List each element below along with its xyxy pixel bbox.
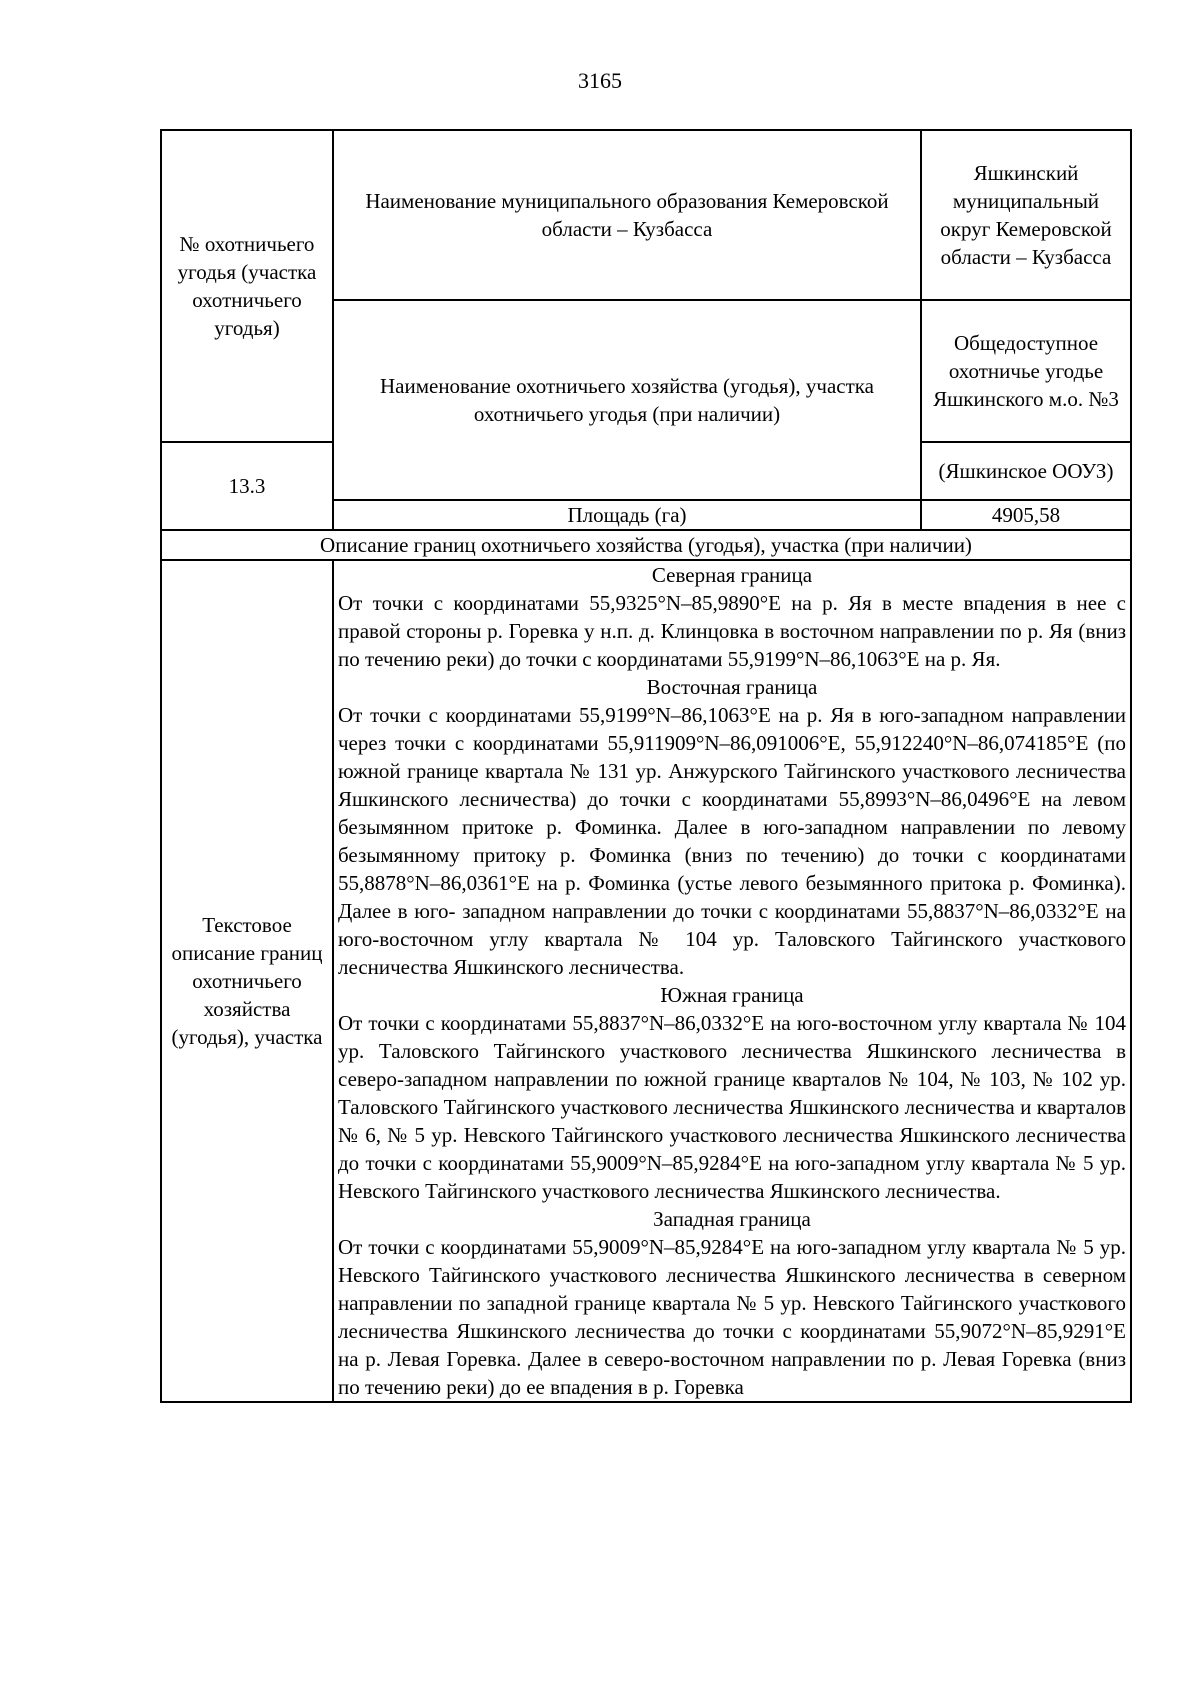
hunting-name-value-cell: [921, 300, 1131, 442]
south-boundary-title: Южная граница: [660, 983, 804, 1007]
description-text-cell: [333, 560, 1131, 1402]
east-boundary-title: Восточная граница: [646, 675, 818, 699]
number-value-cell: [161, 442, 333, 530]
municipality-value: Яшкинский муниципальный округ Кемеровской области – Кузбасса: [940, 161, 1112, 269]
area-value: 4905,58: [991, 503, 1061, 527]
hunting-name-value: Общедоступное охотничье угодье Яшкинского м.о. №3: [933, 331, 1119, 411]
number-label: № охотничьего угодья (участка охотничьего угодья): [177, 232, 317, 340]
hunting-name-short-cell: [921, 442, 1131, 500]
hunting-name-short: (Яшкинское ООУЗ): [938, 459, 1114, 483]
description-label-cell: [161, 560, 333, 1402]
south-boundary-text: От точки с координатами 55,8837°N–86,0332°E на юго-восточном углу квартала № 104 ур. Таловского Тайгинского участкового лесничества Яшкинского лесничества в северо-западном направлении по южной границе кварталов № 104, № 103, № 102 ур. Таловского Тайгинского участкового лесничества Яшкинского лесничества и кварталов № 6, № 5 ур. Невского Тайгинского участкового лесничества Яшкинского лесничества до точки с координатами 55,9009°N–85,9284°E на юго-западном углу квартала № 5 ур. Невского Тайгинского участкового лесничества Яшкинского лесничества.: [338, 1011, 1126, 1203]
hunting-name-label: Наименование охотничьего хозяйства (угодья), участка охотничьего угодья (при наличии): [379, 374, 874, 426]
page-number: 3165: [578, 68, 622, 93]
east-boundary-text: От точки с координатами 55,9199°N–86,1063°E на р. Яя в юго-западном направлении через точки с координатами 55,911909°N–86,091006°E, 55,912240°N–86,074185°E (по южной границе квартала № 131 ур. Анжурского Тайгинского участкового лесничества Яшкинского лесничества) до точки с координатами 55,8993°N–86,0496°E на левом безымянном притоке р. Фоминка. Далее в юго-западном направлении по левому безымянному притоку р. Фоминка (вниз по течению) до точки с координатами 55,8878°N–86,0361°E на р. Фоминка (устье левого безымянного притока р. Фоминка). Далее в юго- западном направлении до точки с координатами 55,8837°N–86,0332°E на юго-восточном углу квартала № 104 ур. Таловского Тайгинского участкового лесничества Яшкинского лесничества.: [338, 703, 1126, 979]
municipality-label: Наименование муниципального образования Кемеровской области – Кузбасса: [365, 189, 889, 241]
description-label: Текстовое описание границ охотничьего хозяйства (угодья), участка: [171, 913, 323, 1049]
number-value: 13.3: [228, 474, 266, 498]
section-title: Описание границ охотничьего хозяйства (угодья), участка (при наличии): [320, 533, 972, 557]
north-boundary-title: Северная граница: [651, 563, 813, 587]
area-label-cell: [333, 500, 921, 530]
hunting-name-label-cell: [333, 300, 921, 500]
municipality-value-cell: [921, 130, 1131, 300]
area-value-cell: [921, 500, 1131, 530]
west-boundary-title: Западная граница: [653, 1207, 811, 1231]
hunting-ground-table: [160, 129, 1132, 1403]
west-boundary-text: От точки с координатами 55,9009°N–85,9284°E на юго-западном углу квартала № 5 ур. Невского Тайгинского участкового лесничества Яшкинского лесничества в северном направлении по западной границе квартала № 5 ур. Невского Тайгинского участкового лесничества Яшкинского лесничества до точки с координатами 55,9072°N–85,9291°E на р. Левая Горевка. Далее в северо-восточном направлении по р. Левая Горевка (вниз по течению реки) до ее впадения в р. Горевка: [338, 1235, 1126, 1399]
number-label-cell: [161, 130, 333, 442]
municipality-label-cell: [333, 130, 921, 300]
north-boundary-text: От точки с координатами 55,9325°N–85,9890°E на р. Яя в месте впадения в нее с правой стороны р. Горевка у н.п. д. Клинцовка в восточном направлении по р. Яя (вниз по течению реки) до точки с координатами 55,9199°N–86,1063°E на р. Яя.: [338, 591, 1126, 671]
section-title-cell: [161, 530, 1131, 560]
area-label: Площадь (га): [567, 503, 687, 527]
